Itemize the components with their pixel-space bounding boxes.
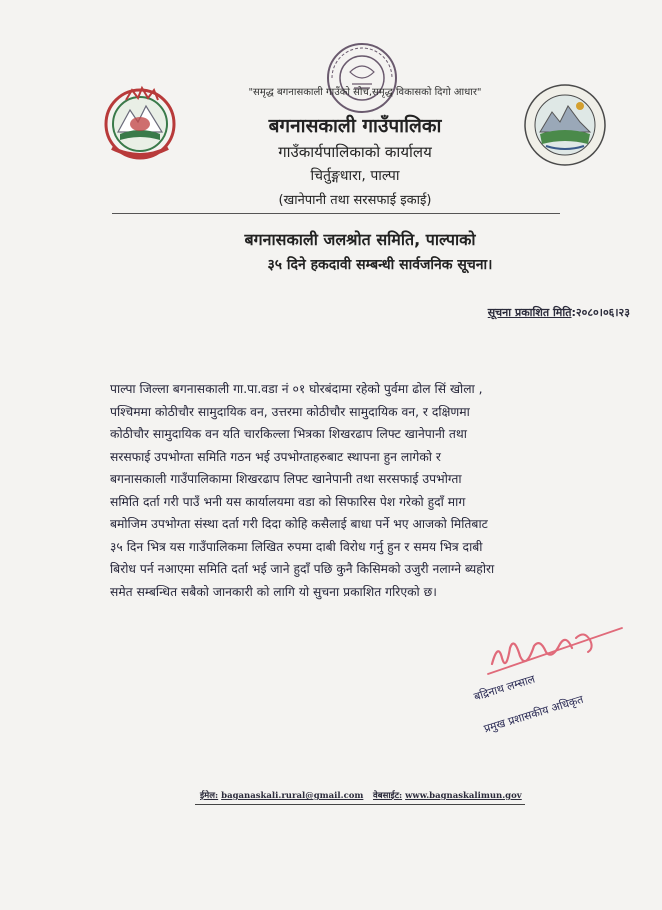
body-line: कोठीचौर सामुदायिक वन यति चारकिल्ला भित्रका शिखरढाप लिफ्ट खानेपानी तथा: [110, 427, 467, 441]
office-address: चिर्तुङ्गधारा, पाल्पा: [310, 168, 400, 184]
email-link[interactable]: baganaskali.rural@gmail.com: [221, 791, 364, 801]
unit-name: (खानेपानी तथा सरसफाई इकाई): [278, 193, 432, 208]
body-line: बगनासकाली गाउँपालिकामा शिखरढाप लिफ्ट खानेपानी तथा सरसफाई उपभोग्ता: [110, 472, 462, 486]
notice-body: [110, 378, 630, 603]
body-line: ३५ दिन भित्र यस गाउँपालिकमा लिखित रुपमा दाबी विरोध गर्नु हुन र समय भित्र दाबी: [110, 539, 483, 554]
website-label: वेबसाईट:: [373, 791, 403, 801]
footer-website: [373, 790, 522, 801]
signatory-title: प्रमुख प्रशासकीय अधिकृत: [482, 692, 585, 736]
office-stamp-icon: [322, 38, 402, 118]
nepal-government-emblem-icon: [96, 76, 184, 164]
body-line: सरसफाई उपभोग्ता समिति गठन भई उपभोग्ताहरुबाट स्थापना हुन लागेको र: [110, 449, 441, 464]
municipality-title: बगनासकाली गाउँपालिका: [268, 115, 442, 137]
office-name: गाउँकार्यपालिकाको कार्यालय: [278, 143, 432, 161]
notice-subheading: ३५ दिने हकदावी सम्बन्धी सार्वजनिक सूचना।: [267, 257, 493, 273]
body-line: पश्चिममा कोठीचौर सामुदायिक वन, उत्तरमा कोठीचौर सामुदायिक वन, र दक्षिणमा: [110, 404, 470, 419]
footer-divider: [195, 804, 525, 805]
notice-heading: बगनासकाली जलश्रोत समिति, पाल्पाको: [244, 230, 476, 249]
municipality-emblem-icon: [522, 82, 608, 168]
body-line: समेत सम्बन्धित सबैको जानकारी को लागि यो सुचना प्रकाशित गरिएको छ।: [110, 584, 437, 599]
header-divider: [112, 213, 560, 214]
body-line: बमोजिम उपभोग्ता संस्था दर्ता गरी दिदा कोहि कसैलाई बाधा पर्ने भए आजको मितिबाट: [110, 517, 488, 531]
publication-date-value: :२०८०।०६।२३: [571, 306, 630, 319]
motto: "समृद्ध बगनासकाली गाउँको सोच,समृद्ध विकासको दिगो आधार": [248, 87, 482, 98]
signatory-name: बद्रिनाथ लम्साल: [472, 672, 537, 704]
body-line: समिति दर्ता गरी पाउँ भनी यस कार्यालयमा वडा को सिफारिस पेश गरेको हुदाँ माग: [110, 494, 466, 509]
footer-email: [200, 790, 363, 801]
body-line: पाल्पा जिल्ला बगनासकाली गा.पा.वडा नं ०१ घोरबंदामा रहेको पुर्वमा ढोल सिं खोला ,: [110, 382, 483, 396]
body-line: बिरोध पर्न नआएमा समिति दर्ता भई जाने हुदाँ पछि कुनै किसिमको उजुरी नलाग्ने ब्यहोरा: [110, 562, 495, 576]
publication-date-label: सूचना प्रकाशित मिति: [487, 306, 572, 319]
signature-scrawl-icon: [480, 608, 630, 688]
publication-date: [400, 305, 630, 320]
email-label: ईमेल:: [200, 791, 219, 801]
website-link[interactable]: www.bagnaskalimun.gov: [405, 791, 522, 801]
